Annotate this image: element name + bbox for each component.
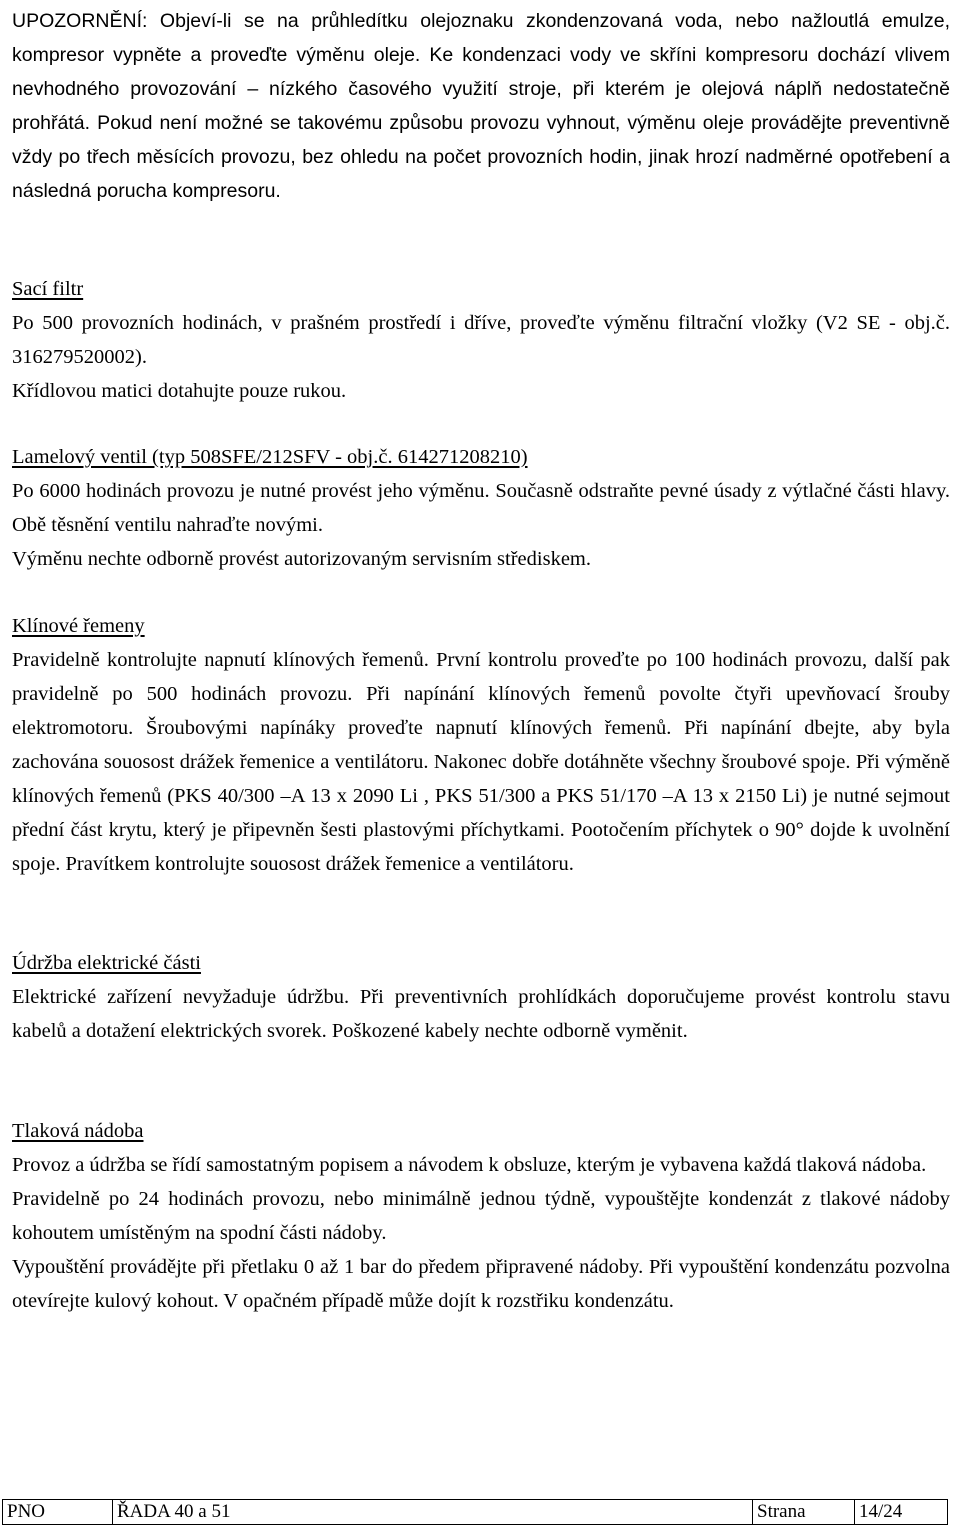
section-paragraph: Elektrické zařízení nevyžaduje údržbu. Při preventivních prohlídkách doporučujeme provést kontrolu stavu kabelů a dotažení elektrických svorek. Poškozené kabely nechte odborně vyměnit. [12,986,950,1042]
warning-paragraph: UPOZORNĚNÍ: Objeví-li se na průhledítku olejoznaku zkondenzovaná voda, nebo nažloutlá emulze, kompresor vypněte a proveďte výměnu oleje. Ke kondenzaci vody ve skříni kompresoru dochází vlivem nevhodného provozování – nízkého časového využití stroje, při kterém je olejová náplň nedostatečně prohřátá. Pokud není možné se takovému způsobu provozu vyhnout, výměnu oleje provádějte preventivně vždy po třech měsících provozu, bez ohledu na počet provozních hodin, jinak hrozí nadměrné opotřebení a následná porucha kompresoru. [12,10,950,202]
footer-page-number: 14/24 [855,1500,948,1525]
section-v-belts [12,609,950,881]
section-lamellar-valve [12,440,950,576]
section-paragraph: Vypouštění provádějte při přetlaku 0 až 1 bar do předem připravené nádoby. Při vypouštění kondenzátu pozvolna otevírejte kulový kohout. V opačném případě může dojít k rozstřiku kondenzátu. [12,1256,950,1312]
section-paragraph: Pravidelně kontrolujte napnutí klínových řemenů. První kontrolu proveďte po 100 hodinách provozu, další pak pravidelně po 500 hodinách provozu. Při napínání klínových řemenů povolte čtyři upevňovací šrouby elektromotoru. Šroubovými napínáky proveďte napnutí klínových řemenů. Při napínání dbejte, aby byla zachována souosost drážek řemenice a ventilátoru. Nakonec dobře dotáhněte všechny šroubové spoje. Při výměně klínových řemenů (PKS 40/300 –A 13 x 2090 Li , PKS 51/300 a PKS 51/170 –A 13 x 2150 Li) je nutné sejmout přední část krytu, který je připevněn šesti plastovými příchytkami. Pootočením příchytek o 90° dojde k uvolnění spoje. Pravítkem kontrolujte souosost drážek řemenice a ventilátoru. [12,649,950,875]
section-heading: Lamelový ventil (typ 508SFE/212SFV - obj.č. 614271208210) [12,446,528,468]
section-heading: Sací filtr [12,278,84,300]
footer-code: PNO [3,1500,113,1525]
section-electrical-maintenance [12,946,950,1048]
section-pressure-vessel [12,1114,950,1318]
section-heading: Klínové řemeny [12,615,145,637]
section-heading: Tlaková nádoba [12,1120,144,1142]
footer-series: ŘADA 40 a 51 [113,1500,753,1525]
section-paragraph: Po 500 provozních hodinách, v prašném prostředí i dříve, proveďte výměnu filtrační vložky (V2 SE - obj.č. 316279520002). [12,312,950,368]
section-paragraph: Výměnu nechte odborně provést autorizovaným servisním střediskem. [12,548,591,570]
section-heading: Údržba elektrické části [12,952,201,974]
footer-page-label: Strana [753,1500,855,1525]
section-paragraph: Po 6000 hodinách provozu je nutné provést jeho výměnu. Současně odstraňte pevné úsady z výtlačné části hlavy. Obě těsnění ventilu nahraďte novými. [12,480,950,536]
page-footer [2,1499,948,1525]
section-paragraph: Pravidelně po 24 hodinách provozu, nebo minimálně jednou týdně, vypouštějte kondenzát z tlakové nádoby kohoutem umístěným na spodní části nádoby. [12,1188,950,1244]
section-intake-filter [12,272,950,408]
section-paragraph: Provoz a údržba se řídí samostatným popisem a návodem k obsluze, kterým je vybavena každá tlaková nádoba. [12,1154,927,1176]
section-paragraph: Křídlovou matici dotahujte pouze rukou. [12,380,347,402]
